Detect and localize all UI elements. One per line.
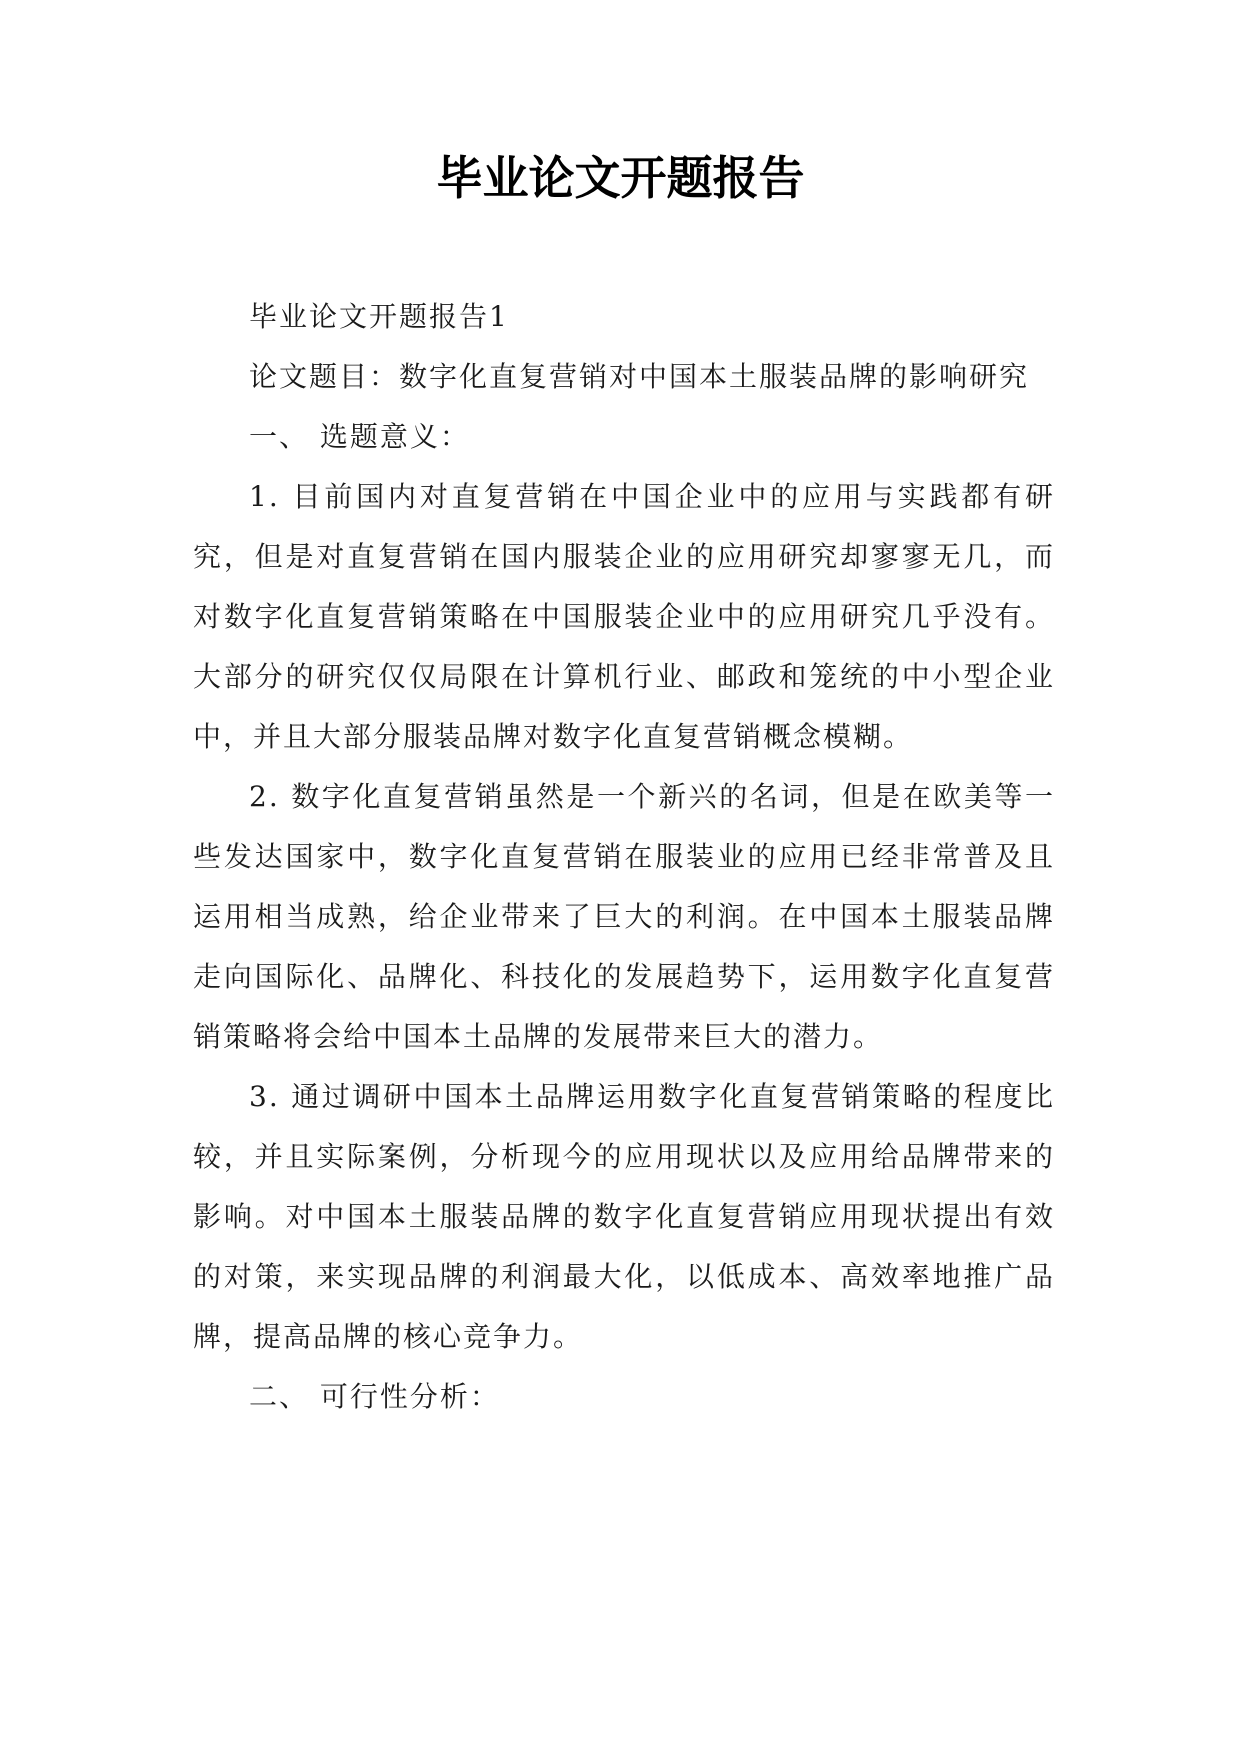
section-heading-feasibility: 二、 可行性分析： <box>249 1380 500 1413</box>
thesis-topic: 论文题目：数字化直复营销对中国本土服装品牌的影响研究 <box>249 360 1030 393</box>
document-title: 毕业论文开题报告 <box>436 151 805 205</box>
paragraph-point-3: 3. 通过调研中国本土品牌运用数字化直复营销策略的程度比较，并且实际案例，分析现今的应用现状以及应用给品牌带来的影响。对中国本土服装品牌的数字化直复营销应用现状提出有效的对策，来实现品牌的利润最大化，以低成本、高效率地推广品牌，提高品牌的核心竞争力。 <box>193 1080 1055 1353</box>
paragraph-point-2: 2. 数字化直复营销虽然是一个新兴的名词，但是在欧美等一些发达国家中，数字化直复营销在服装业的应用已经非常普及且运用相当成熟，给企业带来了巨大的利润。在中国本土服装品牌走向国际化、品牌化、科技化的发展趋势下，运用数字化直复营销策略将会给中国本土品牌的发展带来巨大的潜力。 <box>193 780 1055 1053</box>
section-heading-significance: 一、 选题意义： <box>249 420 470 453</box>
document-body <box>193 287 1055 1427</box>
paragraph-point-1: 1. 目前国内对直复营销在中国企业中的应用与实践都有研究，但是对直复营销在国内服装企业的应用研究却寥寥无几，而对数字化直复营销策略在中国服装企业中的应用研究几乎没有。大部分的研究仅仅局限在计算机行业、邮政和笼统的中小型企业中，并且大部分服装品牌对数字化直复营销概念模糊。 <box>193 480 1055 753</box>
report-subtitle: 毕业论文开题报告1 <box>249 300 509 333</box>
